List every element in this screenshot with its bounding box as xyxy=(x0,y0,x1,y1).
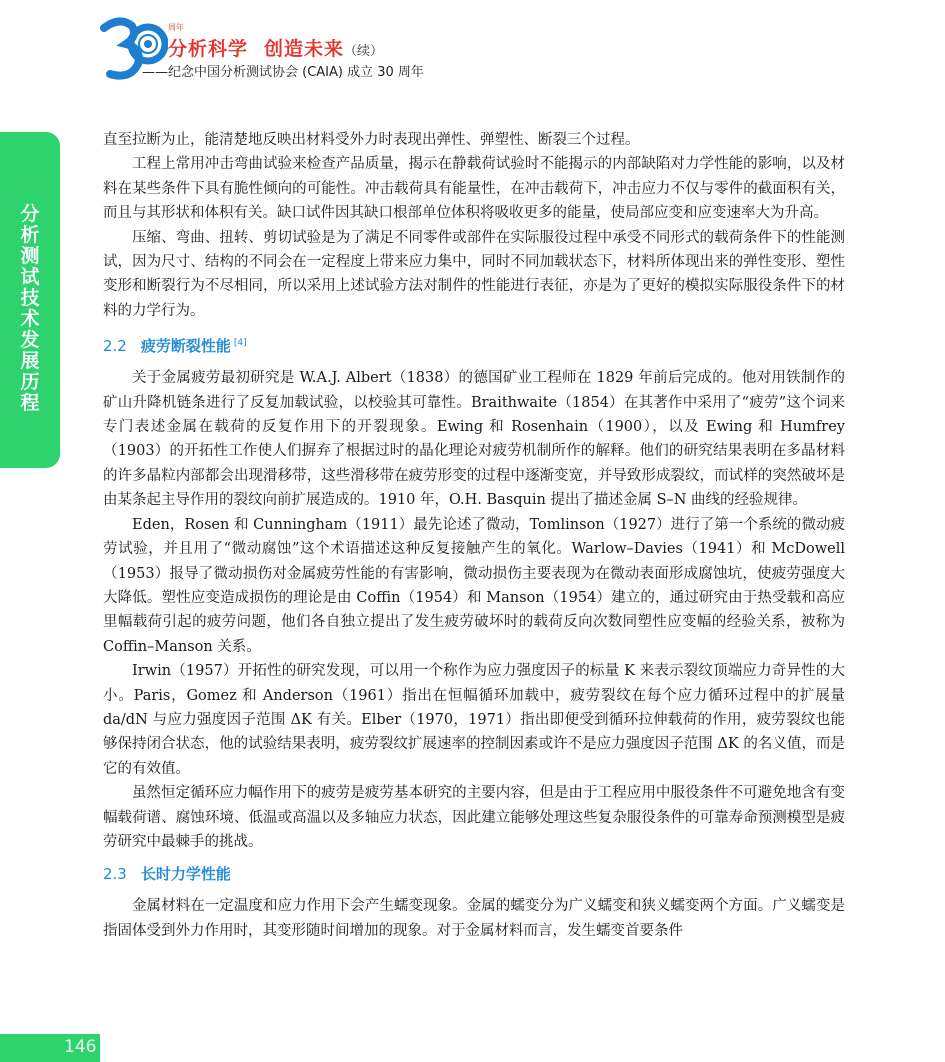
paragraph: 虽然恒定循环应力幅作用下的疲劳是疲劳基本研究的主要内容，但是由于工程应用中服役条件不可避免地含有变幅载荷谱、腐蚀环境、低温或高温以及多轴应力状态，因此建立能够处理这些复杂服役条件的可靠寿命预测模型是疲劳研究中最棘手的挑战。 xyxy=(103,785,845,850)
paragraph: 压缩、弯曲、扭转、剪切试验是为了满足不同零件或部件在实际服役过程中承受不同形式的载荷条件下的性能测试，因为尺寸、结构的不同会在一定程度上带来应力集中，同时不同加载状态下，材料所体现出来的弹性变形、塑性变形和断裂行为不尽相同，所以采用上述试验方法对制件的性能进行表征，亦是为了更好的模拟实际服役条件下的材料的力学行为。 xyxy=(103,229,845,319)
paragraph: 金属材料在一定温度和应力作用下会产生蠕变现象。金属的蠕变分为广义蠕变和狭义蠕变两个方面。广义蠕变是指固体受到外力作用时，其变形随时间增加的现象。对于金属材料而言，发生蠕变首要条件 xyxy=(103,898,845,939)
section-heading-2-3 xyxy=(103,862,845,886)
paragraph: 直至拉断为止，能清楚地反映出材料受外力时表现出弹性、弹塑性、断裂三个过程。 xyxy=(103,132,640,148)
anniversary-mark: 周年 xyxy=(168,23,184,32)
reference-mark: [4] xyxy=(233,338,247,349)
chapter-side-tab xyxy=(0,132,60,468)
paragraph: Irwin（1957）开拓性的研究发现，可以用一个称作为应力强度因子的标量 K 来表示裂纹顶端应力奇异性的大小。Paris，Gomez 和 Anderson（1961）指出在恒幅循环加载中，疲劳裂纹在每个应力循环过程中的扩展量 da/dN 与应力强度因子范围 ΔK 有关。Elber（1970，1971）指出即便受到循环拉伸载荷的作用，疲劳裂纹也能够保持闭合状态，他的试验结果表明，疲劳裂纹扩展速率的控制因素或许不是应力强度因子范围 ΔK 的名义值，而是它的有效值。 xyxy=(103,663,845,777)
slogan-suffix: （续） xyxy=(344,44,384,59)
paragraph: 工程上常用冲击弯曲试验来检查产品质量，揭示在静载荷试验时不能揭示的内部缺陷对力学性能的影响，以及材料在某些条件下具有脆性倾向的可能性。冲击载荷具有能量性，在冲击载荷下，冲击应力不仅与零件的截面积有关，而且与其形状和体积有关。缺口试件因其缺口根部单位体积将吸收更多的能量，使局部应变和应变速率大为升高。 xyxy=(103,156,845,222)
article-body xyxy=(103,128,845,943)
section-number: 2.3 xyxy=(103,865,127,884)
header-subtitle: ——纪念中国分析测试协会 (CAIA) 成立 30 周年 xyxy=(142,65,424,80)
section-heading-2-2 xyxy=(103,331,845,358)
slogan-part1: 分析科学 xyxy=(168,38,249,60)
section-title: 长时力学性能 xyxy=(140,865,231,884)
page-number: 146 xyxy=(64,1037,97,1057)
chapter-side-label: 分析测试技术发展历程 xyxy=(20,203,40,414)
section-title: 疲劳断裂性能 xyxy=(140,337,231,356)
slogan-part2: 创造未来 xyxy=(264,38,345,60)
header-slogan xyxy=(168,34,383,61)
paragraph: 关于金属疲劳最初研究是 W.A.J. Albert（1838）的德国矿业工程师在 1829 年前后完成的。他对用铁制作的矿山升降机链条进行了反复加载试验，以校验其可靠性。Braithwaite（1854）在其著作中采用了“疲劳”这个词来专门表述金属在载荷的反复作用下的开裂现象。Ewing 和 Rosenhain（1900），以及 Ewing 和 Humfrey（1903）的开拓性工作使人们摒弃了根据过时的晶化理论对疲劳机制所作的解释。他们的研究结果表明在多晶材料的许多晶粒内部都会出现滑移带，这些滑移带在疲劳形变的过程中逐渐变宽，并导致形成裂纹，而试样的突然破坏是由某条起主导作用的裂纹向前扩展造成的。1910 年，O.H. Basquin 提出了描述金属 S–N 曲线的经验规律。 xyxy=(103,370,845,509)
section-number: 2.2 xyxy=(103,337,127,356)
paragraph: Eden，Rosen 和 Cunningham（1911）最先论述了微动，Tomlinson（1927）进行了第一个系统的微动疲劳试验，并且用了“微动腐蚀”这个术语描述这种反复接触产生的氧化。Warlow–Davies（1941）和 McDowell（1953）报导了微动损伤对金属疲劳性能的有害影响，微动损伤主要表现为在微动表面形成腐蚀坑，使疲劳强度大大降低。塑性应变造成损伤的理论是由 Coffin（1954）和 Manson（1954）建立的，通过研究由于热受载和高应里幅载荷引起的疲劳问题，他们各自独立提出了发生疲劳破坏时的载荷反向次数同塑性应变幅的经验关系，被称为 Coffin–Manson 关系。 xyxy=(103,516,845,655)
page-header xyxy=(98,14,618,84)
